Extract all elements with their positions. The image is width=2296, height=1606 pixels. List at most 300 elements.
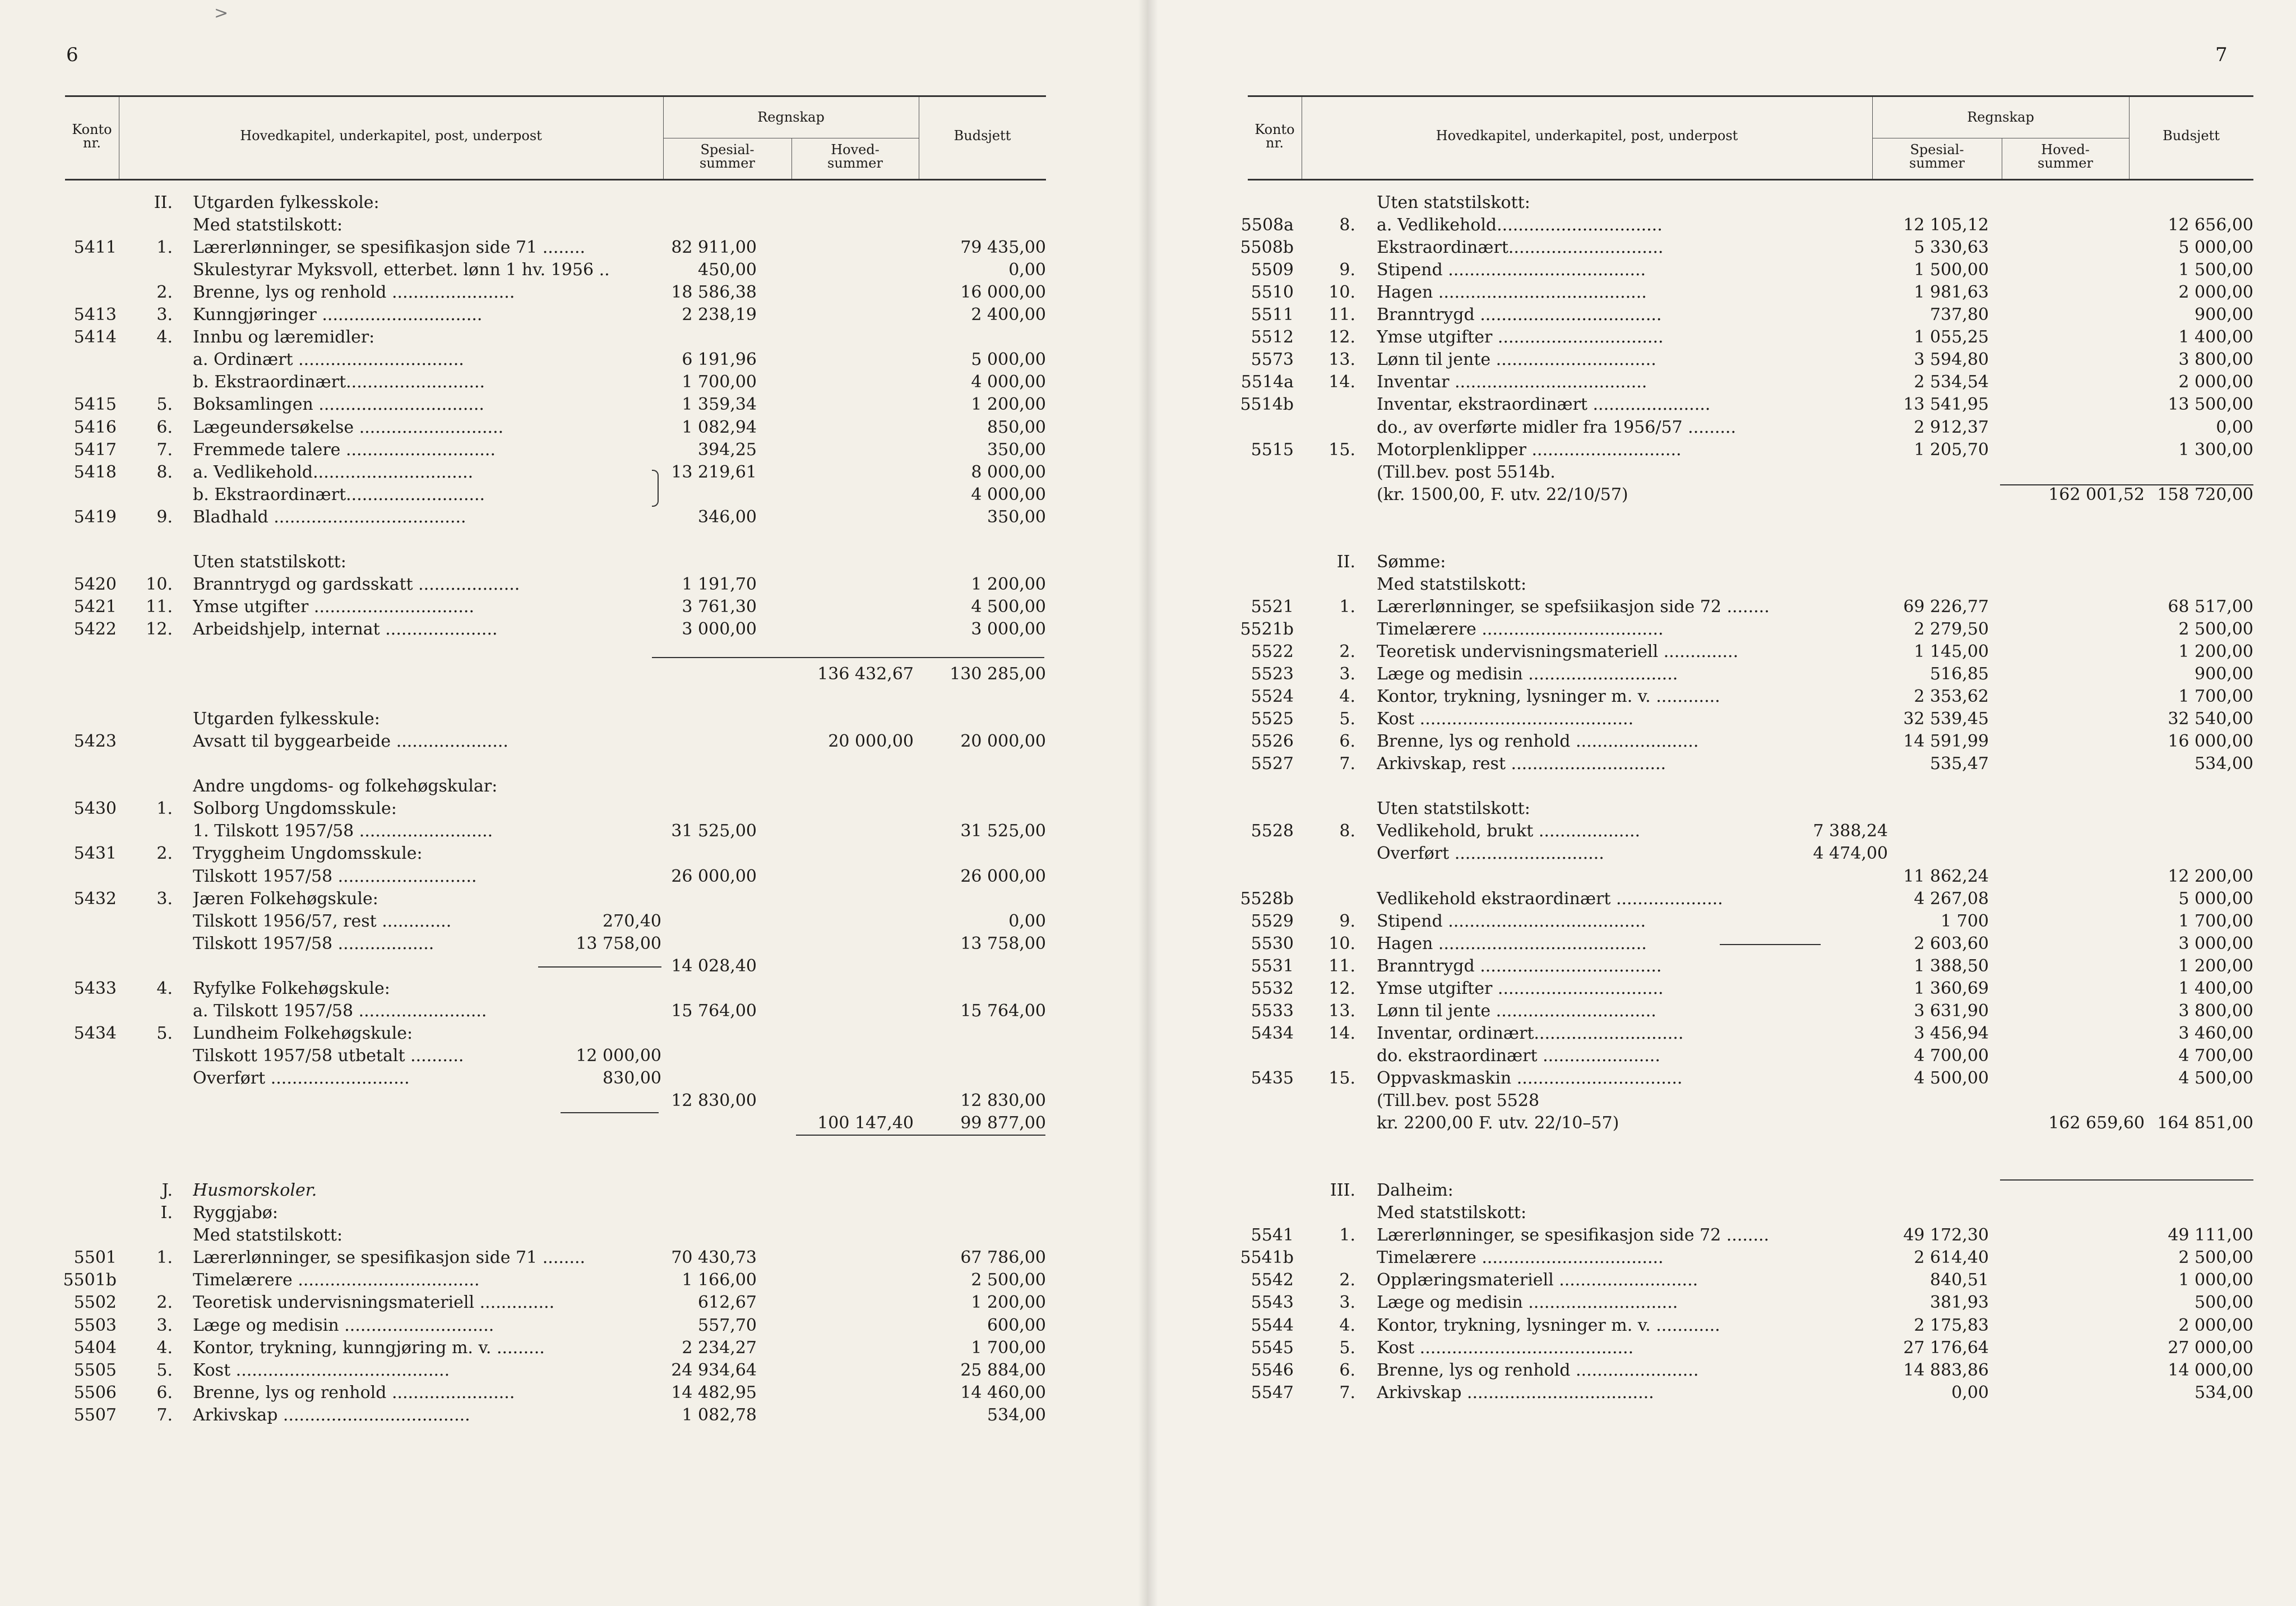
table-row <box>1148 686 2296 708</box>
item-number: 11. <box>146 597 173 617</box>
table-row <box>1148 820 2296 843</box>
account-number: 5514b <box>1240 395 1294 414</box>
item-number: 3. <box>156 305 173 325</box>
special-sum: 31 525,00 <box>671 821 757 841</box>
item-number: 6. <box>1339 732 1355 751</box>
account-number: 5547 <box>1251 1383 1294 1403</box>
account-number: 5423 <box>73 732 117 751</box>
table-row <box>0 843 1148 865</box>
item-number: 9. <box>1339 260 1355 280</box>
table-row <box>1148 866 2296 888</box>
subtotal-rule <box>652 657 1044 658</box>
description: a. Vedlikehold............................... <box>1377 215 1663 235</box>
main-sum: 20 000,00 <box>828 732 914 751</box>
description: Kunngjøringer .............................. <box>193 305 483 325</box>
account-number: 5413 <box>73 305 117 325</box>
table-row <box>0 529 1148 551</box>
hovedsummer-header: Hoved- summer <box>827 142 883 171</box>
description: Uten statstilskott: <box>1377 193 1530 212</box>
subtotal-rule <box>561 1112 659 1113</box>
budget: 26 000,00 <box>960 867 1046 886</box>
budget: 4 700,00 <box>2178 1046 2253 1066</box>
table-row <box>0 551 1148 573</box>
item-number: I. <box>160 1203 173 1223</box>
item-number: 12. <box>146 619 173 639</box>
description-header: Hovedkapitel, underkapitel, post, underpost <box>240 128 542 144</box>
special-sum: 49 172,30 <box>1903 1225 1989 1245</box>
table-row <box>0 439 1148 461</box>
budget: 1 300,00 <box>2178 440 2253 460</box>
special-sum: 450,00 <box>698 260 757 280</box>
item-number: 12. <box>1328 327 1355 347</box>
table-row <box>0 214 1148 237</box>
description: Sømme: <box>1377 552 1446 572</box>
page-number: 6 <box>66 44 78 66</box>
description: Ymse utgifter ............................... <box>1377 327 1664 347</box>
description: kr. 2200,00 F. utv. 22/10–57) <box>1377 1113 1619 1133</box>
item-number: 7. <box>1339 1383 1355 1403</box>
brace <box>652 470 659 507</box>
description: Solborg Ungdomsskule: <box>193 799 397 818</box>
table-row <box>1148 1292 2296 1314</box>
account-number: 5523 <box>1251 664 1294 684</box>
special-sum: 3 456,94 <box>1914 1024 1989 1043</box>
budget: 1 200,00 <box>2178 642 2253 661</box>
description: Ymse utgifter .............................. <box>193 597 474 617</box>
item-number: 6. <box>156 1383 173 1403</box>
budget: 31 525,00 <box>960 821 1046 841</box>
account-number: 5420 <box>73 575 117 594</box>
table-row <box>1148 978 2296 1000</box>
item-number: J. <box>161 1181 173 1200</box>
special-sum: 3 000,00 <box>682 619 757 639</box>
account-number: 5509 <box>1251 260 1294 280</box>
item-number: 3. <box>156 1316 173 1335</box>
budget: 32 540,00 <box>2168 709 2253 729</box>
right-page <box>1148 0 2296 1606</box>
special-sum: 2 175,83 <box>1914 1316 1989 1335</box>
table-row <box>0 820 1148 843</box>
table-row <box>1148 1000 2296 1022</box>
description: Inventar, ekstraordinært ...................... <box>1377 395 1711 414</box>
description: Utgarden fylkesskole: <box>193 193 379 212</box>
description: Teoretisk undervisningsmateriell .............. <box>193 1293 555 1312</box>
account-number: 5512 <box>1251 327 1294 347</box>
item-number: 2. <box>1339 1270 1355 1290</box>
account-number: 5404 <box>73 1338 117 1358</box>
description: Kost ........................................ <box>193 1360 450 1380</box>
description: Innbu og læremidler: <box>193 327 375 347</box>
description: Ryfylke Folkehøgskule: <box>193 979 390 998</box>
budget: 900,00 <box>2195 305 2253 325</box>
item-number: 1. <box>156 799 173 818</box>
budget: 12 200,00 <box>2168 867 2253 886</box>
description: Stipend ..................................... <box>1377 911 1646 931</box>
budget: 16 000,00 <box>2168 732 2253 751</box>
table-row <box>0 461 1148 484</box>
item-number: 2. <box>1339 642 1355 661</box>
item-number: 4. <box>156 1338 173 1358</box>
subtotal-rule <box>2000 484 2253 485</box>
description: Motorplenklipper ............................ <box>1377 440 1682 460</box>
table-row <box>0 371 1148 394</box>
table-row <box>0 484 1148 506</box>
main-sum: 136 432,67 <box>817 664 914 684</box>
item-number: 2. <box>156 844 173 863</box>
table-row <box>1148 1112 2296 1135</box>
account-number: 5531 <box>1251 956 1294 976</box>
description: (kr. 1500,00, F. utv. 22/10/57) <box>1377 485 1628 505</box>
item-number: 11. <box>1328 305 1355 325</box>
budget: 5 000,00 <box>2178 889 2253 909</box>
account-number: 5514a <box>1240 372 1294 392</box>
item-number: II. <box>154 193 173 212</box>
description: a. Ordinært ............................... <box>193 350 464 369</box>
description: Overført ............................ <box>1377 844 1604 863</box>
description: Tryggheim Ungdomsskule: <box>193 844 423 863</box>
item-number: 4. <box>156 327 173 347</box>
budget: 4 000,00 <box>971 372 1046 392</box>
account-number: 5510 <box>1251 283 1294 302</box>
table-row <box>1148 910 2296 933</box>
table-row <box>0 259 1148 281</box>
special-sum: 4 500,00 <box>1914 1068 1989 1088</box>
table-row <box>1148 798 2296 820</box>
description: Læge og medisin ............................ <box>1377 664 1678 684</box>
table-row <box>1148 394 2296 416</box>
item-number: 9. <box>156 507 173 527</box>
table-row <box>0 1022 1148 1045</box>
special-sum: 82 911,00 <box>671 238 757 257</box>
budget: 14 000,00 <box>2168 1360 2253 1380</box>
account-number: 5433 <box>73 979 117 998</box>
description: Overført .......................... <box>193 1068 410 1088</box>
item-number: 1. <box>1339 1225 1355 1245</box>
description: Lønn til jente .............................. <box>1377 1001 1656 1021</box>
account-number: 5507 <box>73 1405 117 1425</box>
table-header <box>1248 95 2253 180</box>
description: Arkivskap ................................... <box>1377 1383 1654 1403</box>
budget: 27 000,00 <box>2168 1338 2253 1358</box>
table-row <box>0 1112 1148 1135</box>
main-sum: 162 001,52 <box>2048 485 2145 505</box>
table-row <box>0 394 1148 416</box>
table-row <box>0 1045 1148 1067</box>
description: Opplæringsmateriell .......................... <box>1377 1270 1698 1290</box>
description: Ymse utgifter ............................... <box>1377 979 1664 998</box>
budget: 900,00 <box>2195 664 2253 684</box>
table-row <box>0 304 1148 326</box>
budget: 4 500,00 <box>2178 1068 2253 1088</box>
table-row <box>1148 1269 2296 1292</box>
table-row <box>0 1315 1148 1337</box>
item-number: 2. <box>156 283 173 302</box>
table-row <box>1148 237 2296 259</box>
description: Kontor, trykning, kunngjøring m. v. ......... <box>193 1338 545 1358</box>
special-sum: 2 603,60 <box>1914 934 1989 954</box>
account-number: 5529 <box>1251 911 1294 931</box>
budget: 4 500,00 <box>971 597 1046 617</box>
budget: 2 500,00 <box>2178 619 2253 639</box>
item-number: 9. <box>1339 911 1355 931</box>
description: Hagen ....................................... <box>1377 934 1647 954</box>
table-row <box>1148 775 2296 798</box>
account-number: 5515 <box>1251 440 1294 460</box>
budget: 1 700,00 <box>2178 911 2253 931</box>
account-number: 5524 <box>1251 687 1294 706</box>
special-sum: 2 279,50 <box>1914 619 1989 639</box>
item-number: 7. <box>156 440 173 460</box>
table-row <box>0 1202 1148 1224</box>
table-row <box>0 618 1148 641</box>
account-number: 5511 <box>1251 305 1294 325</box>
description: Tilskott 1956/57, rest ............. <box>193 911 452 931</box>
budget: 534,00 <box>2195 1383 2253 1403</box>
description: Andre ungdoms- og folkehøgskular: <box>193 776 498 796</box>
budget: 350,00 <box>987 507 1046 527</box>
description: Lærerlønninger, se spesifikasjon side 72 ........ <box>1377 1225 1770 1245</box>
budget: 0,00 <box>1008 911 1046 931</box>
item-number: 4. <box>156 979 173 998</box>
account-number: 5508b <box>1240 238 1294 257</box>
account-number: 5434 <box>73 1024 117 1043</box>
table-row <box>0 237 1148 259</box>
special-sum: 11 862,24 <box>1903 867 1989 886</box>
budget: 49 111,00 <box>2168 1225 2253 1245</box>
table-row <box>1148 461 2296 484</box>
special-sum: 0,00 <box>1951 1383 1989 1403</box>
special-sum: 1 166,00 <box>682 1270 757 1290</box>
budget: 3 000,00 <box>2178 934 2253 954</box>
account-number: 5522 <box>1251 642 1294 661</box>
item-number: 3. <box>1339 664 1355 684</box>
table-row <box>0 1179 1148 1202</box>
special-sum: 12 105,12 <box>1903 215 1989 235</box>
budget: 3 800,00 <box>2178 1001 2253 1021</box>
account-number: 5526 <box>1251 732 1294 751</box>
special-sum: 1 700 <box>1941 911 1989 931</box>
inner-amount: 4 474,00 <box>1813 844 1888 863</box>
description: Vedlikehold ekstraordinært .................... <box>1377 889 1723 909</box>
table-row <box>1148 416 2296 439</box>
item-number: 4. <box>1339 687 1355 706</box>
description: Lærerlønninger, se spesifikasjon side 71 ........ <box>193 238 586 257</box>
account-number: 5545 <box>1251 1338 1294 1358</box>
item-number: 5. <box>156 1360 173 1380</box>
table-row <box>0 641 1148 663</box>
special-sum: 70 430,73 <box>671 1248 757 1267</box>
table-row <box>1148 1382 2296 1404</box>
budget: 1 200,00 <box>2178 956 2253 976</box>
special-sum: 69 226,77 <box>1903 597 1989 617</box>
table-row <box>0 349 1148 371</box>
special-sum: 4 700,00 <box>1914 1046 1989 1066</box>
account-number: 5521b <box>1240 619 1294 639</box>
item-number: 8. <box>1339 215 1355 235</box>
budget: 3 000,00 <box>971 619 1046 639</box>
table-row <box>1148 1315 2296 1337</box>
account-number: 5501b <box>63 1270 117 1290</box>
item-number: 1. <box>1339 597 1355 617</box>
account-number: 5527 <box>1251 754 1294 774</box>
description: Brenne, lys og renhold ....................... <box>1377 1360 1699 1380</box>
description: Ekstraordinært............................. <box>1377 238 1664 257</box>
account-number: 5542 <box>1251 1270 1294 1290</box>
account-number: 5532 <box>1251 979 1294 998</box>
table-row <box>0 573 1148 596</box>
budget: 0,00 <box>1008 260 1046 280</box>
special-sum: 18 586,38 <box>671 283 757 302</box>
special-sum: 12 830,00 <box>671 1091 757 1110</box>
special-sum: 1 145,00 <box>1914 642 1989 661</box>
description: Timelærere .................................. <box>193 1270 480 1290</box>
table-row <box>0 775 1148 798</box>
item-number: 5. <box>1339 1338 1355 1358</box>
description: Avsatt til byggearbeide ..................... <box>193 732 508 751</box>
budget: 15 764,00 <box>960 1001 1046 1021</box>
budget: 8 000,00 <box>971 462 1046 482</box>
description: do. ekstraordinært ...................... <box>1377 1046 1660 1066</box>
description: Boksamlingen ............................... <box>193 395 484 414</box>
description: Timelærere .................................. <box>1377 619 1664 639</box>
table-row <box>1148 730 2296 753</box>
item-number: 7. <box>1339 754 1355 774</box>
account-number: 5501 <box>73 1248 117 1267</box>
budget: 158 720,00 <box>2157 485 2253 505</box>
account-number: 5414 <box>73 327 117 347</box>
account-number: 5573 <box>1251 350 1294 369</box>
description: Tilskott 1957/58 .......................... <box>193 867 477 886</box>
table-row <box>0 1269 1148 1292</box>
description: Vedlikehold, brukt ................... <box>1377 821 1641 841</box>
table-row <box>0 798 1148 820</box>
table-row <box>0 1135 1148 1157</box>
description: (Till.bev. post 5514b. <box>1377 462 1556 482</box>
table-row <box>1148 843 2296 865</box>
description: Kost ........................................ <box>1377 1338 1634 1358</box>
description: Lægeundersøkelse ........................... <box>193 418 504 437</box>
special-sum: 346,00 <box>698 507 757 527</box>
special-sum: 32 539,45 <box>1903 709 1989 729</box>
budsjett-header: Budsjett <box>953 128 1011 144</box>
table-row <box>0 281 1148 304</box>
account-number: 5541b <box>1240 1248 1294 1267</box>
special-sum: 4 267,08 <box>1914 889 1989 909</box>
description: Stipend ..................................... <box>1377 260 1646 280</box>
budget: 12 830,00 <box>960 1091 1046 1110</box>
table-row <box>1148 1247 2296 1269</box>
item-number: III. <box>1330 1181 1355 1200</box>
main-sum: 162 659,60 <box>2048 1113 2145 1133</box>
table-row <box>1148 596 2296 618</box>
description: a. Tilskott 1957/58 ........................ <box>193 1001 487 1021</box>
budget: 1 200,00 <box>971 1293 1046 1312</box>
account-number: 5415 <box>73 395 117 414</box>
special-sum: 6 191,96 <box>682 350 757 369</box>
special-sum: 13 219,61 <box>671 462 757 482</box>
budget: 20 000,00 <box>960 732 1046 751</box>
table-row <box>0 1404 1148 1427</box>
special-sum: 14 883,86 <box>1903 1360 1989 1380</box>
budget: 1 400,00 <box>2178 979 2253 998</box>
item-number: 13. <box>1328 350 1355 369</box>
table-row <box>1148 1135 2296 1157</box>
table-row <box>1148 281 2296 304</box>
description: Uten statstilskott: <box>1377 799 1530 818</box>
special-sum: 535,47 <box>1930 754 1989 774</box>
special-sum: 14 482,95 <box>671 1383 757 1403</box>
special-sum: 557,70 <box>698 1316 757 1335</box>
subtotal-rule <box>1720 944 1821 945</box>
table-row <box>0 1292 1148 1314</box>
item-number: 5. <box>156 1024 173 1043</box>
table-row <box>0 1067 1148 1090</box>
table-row <box>1148 1202 2296 1224</box>
budget: 2 000,00 <box>2178 283 2253 302</box>
item-number: 3. <box>156 889 173 909</box>
table-row <box>1148 618 2296 641</box>
description: Kontor, trykning, lysninger m. v. ............ <box>1377 687 1720 706</box>
special-sum: 2 614,40 <box>1914 1248 1989 1267</box>
budget: 1 500,00 <box>2178 260 2253 280</box>
special-sum: 14 028,40 <box>671 956 757 976</box>
spesialsummer-header: Spesial- summer <box>1909 142 1965 171</box>
special-sum: 516,85 <box>1930 664 1989 684</box>
description: Skulestyrar Myksvoll, etterbet. lønn 1 hv. 1956 .. <box>193 260 610 280</box>
budget: 164 851,00 <box>2157 1113 2253 1133</box>
main-sum: 100 147,40 <box>817 1113 914 1133</box>
budget: 79 435,00 <box>960 238 1046 257</box>
table-row <box>0 1090 1148 1112</box>
special-sum: 14 591,99 <box>1903 732 1989 751</box>
budget: 25 884,00 <box>960 1360 1046 1380</box>
special-sum: 394,25 <box>698 440 757 460</box>
description: Med statstilskott: <box>193 1225 343 1245</box>
description: Ryggjabø: <box>193 1203 278 1223</box>
account-number: 5434 <box>1251 1024 1294 1043</box>
budget: 1 200,00 <box>971 395 1046 414</box>
regnskap-header: Regnskap <box>757 109 825 125</box>
budget: 534,00 <box>2195 754 2253 774</box>
budget: 1 700,00 <box>2178 687 2253 706</box>
item-number: 13. <box>1328 1001 1355 1021</box>
budget: 1 400,00 <box>2178 327 2253 347</box>
account-number: 5506 <box>73 1383 117 1403</box>
table-row <box>1148 529 2296 551</box>
table-header <box>65 95 1046 180</box>
description: Kost ........................................ <box>1377 709 1634 729</box>
special-sum: 24 934,64 <box>671 1360 757 1380</box>
table-row <box>1148 1337 2296 1359</box>
description: Teoretisk undervisningsmateriell .............. <box>1377 642 1739 661</box>
description: Arkivskap ................................... <box>193 1405 470 1425</box>
budget: 3 800,00 <box>2178 350 2253 369</box>
account-number: 5521 <box>1251 597 1294 617</box>
description: Inventar, ordinært............................ <box>1377 1024 1684 1043</box>
table-row <box>1148 708 2296 730</box>
table-row <box>0 663 1148 686</box>
item-number: 5. <box>156 395 173 414</box>
description: Branntrygd .................................. <box>1377 956 1662 976</box>
table-row <box>1148 304 2296 326</box>
description: Lærerlønninger, se spesifikasjon side 71 ........ <box>193 1248 586 1267</box>
table-row <box>0 1000 1148 1022</box>
description: Lundheim Folkehøgskule: <box>193 1024 413 1043</box>
table-row <box>1148 888 2296 910</box>
table-row <box>1148 349 2296 371</box>
description: Jæren Folkehøgskule: <box>193 889 378 909</box>
table-row <box>0 978 1148 1000</box>
